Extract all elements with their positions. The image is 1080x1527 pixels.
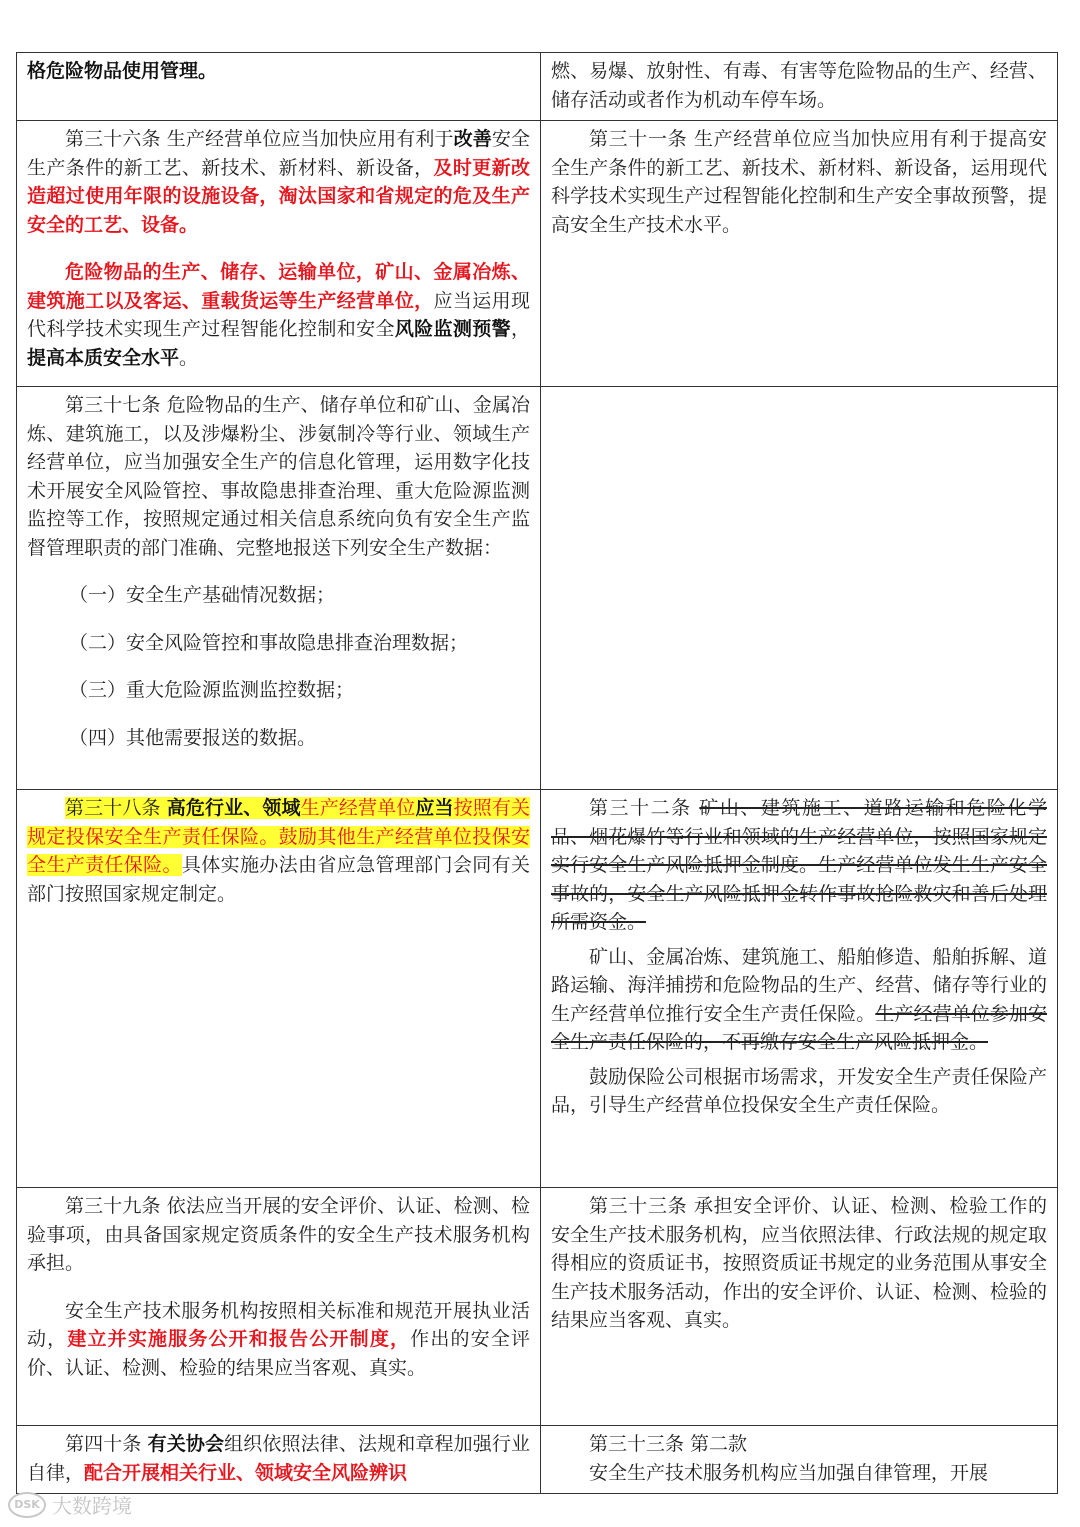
list-item — [27, 581, 530, 610]
watermark-text: 大数跨境 — [52, 1494, 132, 1518]
paragraph — [27, 125, 530, 239]
new-article-cell — [17, 121, 541, 387]
text: （三）重大危险源监测监控数据； — [69, 679, 355, 701]
paragraph — [551, 125, 1047, 239]
text: 第三十一条 生产经营单位应当加快应用有利于提高安全生产条件的新工艺、新技术、新材料、新设备，运用现代科学技术实现生产过程智能化控制和生产安全事故预警，提高安全生产技术水平。 — [551, 128, 1047, 236]
table-row — [17, 790, 1058, 1188]
text-bold: 有关协会 — [147, 1433, 225, 1455]
watermark — [8, 1490, 132, 1519]
table-row — [17, 53, 1058, 121]
text-bold: 改善 — [453, 128, 492, 150]
text-red-added: 建立并实施服务公开和报告公开制度， — [67, 1328, 411, 1350]
paragraph — [27, 1297, 530, 1383]
new-article-cell — [17, 1188, 541, 1426]
table-row — [17, 1188, 1058, 1426]
text: 矿山、金属冶炼、建筑施工、船舶修造、船舶拆解、道路运输、海洋捕捞和危险物品的生产、经营、储存等行业的生产经营单位推行安全生产责任保险。 — [551, 945, 1047, 1025]
table-row — [17, 121, 1058, 387]
paragraph — [551, 943, 1047, 1057]
text-highlighted-red: 按照有关规定投保安全生产责任保险。鼓励其他生产经营单位投保安全生产责任保险。 — [27, 797, 530, 876]
list-item — [27, 629, 530, 658]
text: 具体实施办法由省应急管理部门会同有关部门按照国家规定制定。 — [27, 854, 530, 905]
text: 第三十二条 — [589, 797, 700, 819]
paragraph — [551, 1063, 1047, 1120]
paragraph — [551, 1430, 1047, 1459]
paragraph — [27, 794, 530, 908]
old-article-cell — [541, 790, 1058, 1188]
text-bold: 提高本质安全水平 — [27, 346, 180, 369]
new-article-cell — [17, 53, 541, 121]
text-highlighted-bold: 高危行业、领域 — [166, 797, 301, 819]
text: 第三十七条 危险物品的生产、储存单位和矿山、金属冶炼、建筑施工，以及涉爆粉尘、涉氨制冷等行业、领域生产经营单位，应当加强安全生产的信息化管理，运用数字化技术开展安全风险管控、事故隐患排查治理、重大危险源监测监控等工作，按照规定通过相关信息系统向负有安全生产监督管理职责的部门准确、完整地报送下列安全生产数据： — [27, 394, 530, 559]
dsk-logo-icon: DSK — [8, 1492, 46, 1518]
text-bold: 格危险物品使用管理。 — [27, 60, 218, 82]
text: 燃、易爆、放射性、有毒、有害等危险物品的生产、经营、储存活动或者作为机动车停车场。 — [551, 60, 1047, 111]
old-article-cell — [541, 1426, 1058, 1494]
paragraph — [551, 794, 1047, 937]
list-item — [27, 724, 530, 753]
table-row — [17, 1426, 1058, 1494]
text: 安全生产技术服务机构应当加强自律管理，开展 — [589, 1461, 989, 1484]
text: 第三十六条 生产经营单位应当加快应用有利于 — [65, 128, 454, 150]
new-article-cell — [17, 1426, 541, 1494]
text: 作出的安全评价、认证、检测、检验的结果应当客观、真实。 — [27, 1328, 530, 1379]
text-deleted: 生产经营单位参加安全生产责任保险的，不再缴存安全生产风险抵押金。 — [551, 1002, 1047, 1053]
text: 第三十三条 第二款 — [589, 1433, 748, 1455]
text-red-added: 危险物品的生产、储存、运输单位，矿山、金属冶炼、建筑施工以及客运、重载货运等生产经营单位， — [27, 261, 530, 312]
table-row — [17, 387, 1058, 790]
text-highlighted-bold: 应当 — [415, 797, 454, 819]
text-bold: 风险监测预警 — [394, 318, 511, 340]
text: （一）安全生产基础情况数据； — [69, 584, 336, 606]
text: 应当运用现代科学技术实现生产过程智能化控制和安全 — [27, 289, 530, 340]
old-article-cell — [541, 1188, 1058, 1426]
text-red-added: 配合开展相关行业、领域安全风险辨识 — [84, 1461, 408, 1484]
text: 第三十九条 依法应当开展的安全评价、认证、检测、检验事项，由具备国家规定资质条件的安全生产技术服务机构承担。 — [27, 1195, 530, 1274]
text: 第四十条 — [65, 1433, 148, 1455]
text: 组织依照法律、法规和章程加强行业自律， — [27, 1433, 530, 1484]
text: （四）其他需要报送的数据。 — [69, 726, 317, 749]
text-red-added: 及时更新改造超过使用年限的设施设备，淘汰国家和省规定的危及生产安全的工艺、设备。 — [27, 156, 530, 236]
text-highlighted-red: 生产经营单位 — [300, 797, 416, 819]
old-article-cell — [541, 53, 1058, 121]
comparison-table — [16, 52, 1058, 1494]
text-highlighted: 第三十八条 — [65, 797, 167, 819]
text: 第三十三条 承担安全评价、认证、检测、检验工作的安全生产技术服务机构，应当依照法律、行政法规的规定取得相应的资质证书，按照资质证书规定的业务范围从事安全生产技术服务活动，作出的安全评价、认证、检测、检验的结果应当客观、真实。 — [551, 1195, 1047, 1331]
text: 鼓励保险公司根据市场需求，开发安全生产责任保险产品，引导生产经营单位投保安全生产责任保险。 — [551, 1065, 1047, 1116]
paragraph — [27, 1192, 530, 1278]
paragraph — [551, 1192, 1047, 1335]
text-deleted: 矿山、建筑施工、道路运输和危险化学品、烟花爆竹等行业和领域的生产经营单位，按照国家规定实行安全生产风险抵押金制度。生产经营单位发生生产安全事故的，安全生产风险抵押金转作事故抢险救灾和善后处理所需资金。 — [551, 797, 1047, 933]
paragraph — [27, 258, 530, 372]
paragraph — [27, 391, 530, 562]
paragraph — [27, 1430, 530, 1487]
old-article-cell — [541, 121, 1058, 387]
text: 安全生产条件的新工艺、新技术、新材料、新设备， — [27, 128, 530, 179]
text: ， — [510, 318, 530, 340]
list-item — [27, 676, 530, 705]
text: （二）安全风险管控和事故隐患排查治理数据； — [69, 631, 469, 654]
old-article-cell — [541, 387, 1058, 790]
new-article-cell — [17, 790, 541, 1188]
text: 安全生产技术服务机构按照相关标准和规范开展执业活动， — [27, 1299, 530, 1350]
paragraph — [551, 1459, 1047, 1488]
new-article-cell — [17, 387, 541, 790]
text: 。 — [179, 346, 199, 369]
